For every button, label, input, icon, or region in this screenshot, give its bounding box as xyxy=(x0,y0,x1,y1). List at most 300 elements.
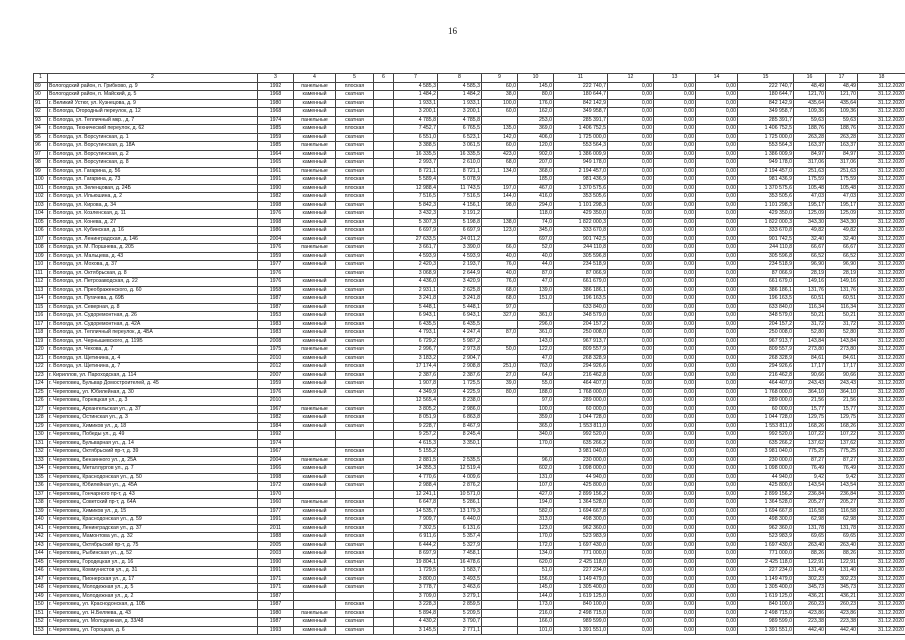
table-cell: г. Череповец, Юбилейная ул., д. 45А xyxy=(48,482,258,491)
table-cell: 32,40 xyxy=(826,235,858,244)
table-cell: 0,00 xyxy=(654,184,696,193)
column-number: 10 xyxy=(518,74,554,83)
table-cell: г. Череповец, Бензинного ул., д. 25А xyxy=(48,456,258,465)
table-row xyxy=(34,567,905,576)
table-cell: 68,0 xyxy=(482,295,518,304)
table-cell: 1965 xyxy=(258,159,294,168)
table-cell: г. Череповец, Победы ул., д. 49 xyxy=(48,431,258,440)
table-cell: скатная xyxy=(336,584,374,593)
table-cell: 31.12.2020 xyxy=(858,269,905,278)
table-cell: каменный xyxy=(294,320,336,329)
table-cell xyxy=(374,473,394,482)
table-cell: каменный xyxy=(294,150,336,159)
table-cell: 1991 xyxy=(258,516,294,525)
table-cell: 1993 xyxy=(258,626,294,635)
table-cell: 3 493,5 xyxy=(438,575,482,584)
table-cell: 0,00 xyxy=(696,312,738,321)
table-cell xyxy=(482,592,518,601)
table-cell xyxy=(374,142,394,151)
table-cell: 95 xyxy=(34,133,48,142)
table-cell: 87 066,9 xyxy=(738,269,794,278)
table-cell: 0,00 xyxy=(608,320,654,329)
table-cell: 137,62 xyxy=(794,439,826,448)
table-cell: г. Великий Устюг, ул. Кузнецова, д. 9 xyxy=(48,99,258,108)
table-cell: 243,43 xyxy=(826,380,858,389)
table-cell: 1 484,2 xyxy=(394,91,438,100)
table-cell: 0,00 xyxy=(696,516,738,525)
table-cell: 168,26 xyxy=(826,422,858,431)
table-cell: 0,00 xyxy=(608,524,654,533)
table-cell: каменный xyxy=(294,422,336,431)
column-number: 4 xyxy=(294,74,336,83)
table-cell: 0,00 xyxy=(654,218,696,227)
table-cell: 0,00 xyxy=(696,167,738,176)
table-cell: 69,65 xyxy=(794,533,826,542)
table-cell: 47,0 xyxy=(518,278,554,287)
table-cell: 0,00 xyxy=(608,346,654,355)
table-cell: 31.12.2020 xyxy=(858,244,905,253)
table-cell xyxy=(482,601,518,610)
table-cell: 175,59 xyxy=(826,176,858,185)
table-cell: каменный xyxy=(294,125,336,134)
table-cell: 31.12.2020 xyxy=(858,609,905,618)
table-cell: 2 876,2 xyxy=(438,482,482,491)
table-cell: 7 302,5 xyxy=(394,524,438,533)
table-cell: 340,0 xyxy=(518,431,554,440)
table-cell: каменный xyxy=(294,575,336,584)
table-cell: 0,00 xyxy=(608,269,654,278)
table-cell: 0,00 xyxy=(608,354,654,363)
table-cell: 3 388,5 xyxy=(394,142,438,151)
table-cell: скатная xyxy=(336,252,374,261)
table-cell: 60 000,0 xyxy=(738,405,794,414)
table-cell: 0,00 xyxy=(654,312,696,321)
table-cell: 1 101 298,3 xyxy=(554,201,608,210)
table-cell: г. Вологда, Огородный переулок, д. 12 xyxy=(48,108,258,117)
table-cell: 176,0 xyxy=(518,99,554,108)
table-cell: 345,73 xyxy=(794,584,826,593)
table-cell: 0,00 xyxy=(608,244,654,253)
table-row xyxy=(34,193,905,202)
table-cell: 3 200,1 xyxy=(438,108,482,117)
table-cell: каменный xyxy=(294,235,336,244)
table-row xyxy=(34,312,905,321)
table-cell: 138,0 xyxy=(482,218,518,227)
table-cell: каменный xyxy=(294,218,336,227)
table-row xyxy=(34,516,905,525)
table-cell: 0,00 xyxy=(608,133,654,142)
table-cell: 464 407,0 xyxy=(738,380,794,389)
table-cell: 31.12.2020 xyxy=(858,388,905,397)
table-cell: 2007 xyxy=(258,371,294,380)
table-cell: 0,00 xyxy=(696,405,738,414)
table-row xyxy=(34,397,905,406)
table-cell: 902,0 xyxy=(518,150,554,159)
table-cell: 0,00 xyxy=(696,414,738,423)
table-cell: 7 909,7 xyxy=(394,516,438,525)
table-cell: 12 988,4 xyxy=(394,184,438,193)
table-cell: 4 785,8 xyxy=(394,116,438,125)
table-cell: 9,42 xyxy=(794,473,826,482)
table-cell xyxy=(374,295,394,304)
table-cell: 243,43 xyxy=(794,380,826,389)
table-cell: 31.12.2020 xyxy=(858,550,905,559)
table-cell: 140 xyxy=(34,516,48,525)
table-cell: 7 516,5 xyxy=(394,193,438,202)
table-cell: 84,97 xyxy=(826,150,858,159)
table-cell: г. Вологда, ул. Октябрьская, д. 8 xyxy=(48,269,258,278)
table-cell: 0,00 xyxy=(696,533,738,542)
table-cell: 188,76 xyxy=(794,125,826,134)
table-cell: каменный xyxy=(294,550,336,559)
table-cell: 0,00 xyxy=(696,218,738,227)
table-cell: 0,00 xyxy=(696,184,738,193)
table-cell: плоская xyxy=(336,516,374,525)
table-cell: 138 xyxy=(34,499,48,508)
table-cell: 55,0 xyxy=(518,380,554,389)
table-cell: г. Череповец, ул. Гороцкая, д. 6 xyxy=(48,626,258,635)
table-cell: г. Череповец, Химиков ул., д. 15 xyxy=(48,507,258,516)
table-cell: 129 xyxy=(34,422,48,431)
table-cell: 80,0 xyxy=(518,91,554,100)
table-cell: 31.12.2020 xyxy=(858,91,905,100)
table-cell: 153 xyxy=(34,626,48,635)
table-cell: 68,0 xyxy=(482,286,518,295)
table-cell: г. Вологда, ул. Зеленцовая, д. 24Б xyxy=(48,184,258,193)
table-cell: 122 xyxy=(34,363,48,372)
table-cell: 230 000,0 xyxy=(738,456,794,465)
table-cell: 0,00 xyxy=(696,295,738,304)
table-row xyxy=(34,456,905,465)
table-cell: 0,00 xyxy=(696,584,738,593)
table-cell: 6 435,5 xyxy=(438,320,482,329)
table-cell: 44,0 xyxy=(518,261,554,270)
table-cell: 1959 xyxy=(258,252,294,261)
table-cell: 76,49 xyxy=(794,465,826,474)
table-cell: 0,00 xyxy=(696,609,738,618)
table-cell xyxy=(374,541,394,550)
table-cell: 136 xyxy=(34,482,48,491)
table-cell: 0,00 xyxy=(654,371,696,380)
table-cell: 305 596,8 xyxy=(738,252,794,261)
table-cell: 0,00 xyxy=(654,567,696,576)
table-cell: 0,00 xyxy=(608,439,654,448)
table-cell xyxy=(482,541,518,550)
table-cell: 0,00 xyxy=(654,456,696,465)
table-cell: 0,00 xyxy=(696,575,738,584)
table-cell: 12 519,4 xyxy=(438,465,482,474)
table-cell: 121,70 xyxy=(794,91,826,100)
table-cell: 80,0 xyxy=(482,388,518,397)
table-cell: 0,00 xyxy=(654,125,696,134)
table-cell: 188,76 xyxy=(826,125,858,134)
table-cell: 2 881,5 xyxy=(394,456,438,465)
table-cell xyxy=(374,312,394,321)
table-cell: г. Вологда, ул. Гагарина, д. 73 xyxy=(48,176,258,185)
table-cell xyxy=(374,159,394,168)
table-cell: 144,0 xyxy=(518,592,554,601)
table-cell: 38,0 xyxy=(482,91,518,100)
table-cell: 1998 xyxy=(258,201,294,210)
table-cell: 0,00 xyxy=(608,312,654,321)
table-cell: 0,00 xyxy=(608,159,654,168)
table-cell: 343,30 xyxy=(794,218,826,227)
table-cell: 96,90 xyxy=(794,261,826,270)
table-cell: 196 163,5 xyxy=(738,295,794,304)
table-row xyxy=(34,533,905,542)
table-row xyxy=(34,99,905,108)
table-cell: 5 198,8 xyxy=(438,218,482,227)
table-cell: 1 933,1 xyxy=(438,99,482,108)
column-number: 12 xyxy=(608,74,654,83)
column-number: 7 xyxy=(394,74,438,83)
table-cell: 1986 xyxy=(258,227,294,236)
table-cell: 0,00 xyxy=(608,286,654,295)
table-cell xyxy=(374,601,394,610)
table-cell: г. Вологда, ул. Ворсугинская, д. 1 xyxy=(48,133,258,142)
table-cell: 0,00 xyxy=(654,431,696,440)
table-cell: 8 721,1 xyxy=(438,167,482,176)
table-cell xyxy=(374,371,394,380)
table-cell: 109,36 xyxy=(794,108,826,117)
table-cell: каменный xyxy=(294,91,336,100)
table-cell: 1 822 000,3 xyxy=(554,218,608,227)
table-cell xyxy=(294,269,336,278)
table-cell: 7 458,1 xyxy=(438,550,482,559)
table-cell: 0,00 xyxy=(696,524,738,533)
table-cell: 32,40 xyxy=(794,235,826,244)
table-cell: 90,66 xyxy=(794,371,826,380)
table-cell: 5 078,9 xyxy=(438,176,482,185)
table-cell: 1953 xyxy=(258,312,294,321)
table-cell: 3 200,1 xyxy=(394,108,438,117)
table-cell: г. Кириллов, ул. Пароходская, д. 114 xyxy=(48,371,258,380)
table-cell: 88,26 xyxy=(826,550,858,559)
table-cell: 39,0 xyxy=(482,380,518,389)
table-cell: 1 391 551,0 xyxy=(738,626,794,635)
table-cell: скатная xyxy=(336,99,374,108)
table-cell: 1968 xyxy=(258,91,294,100)
table-cell: 102 xyxy=(34,193,48,202)
table-cell: 173,0 xyxy=(518,601,554,610)
table-cell xyxy=(336,490,374,499)
table-cell: 0,00 xyxy=(654,592,696,601)
table-cell: 69,65 xyxy=(826,533,858,542)
table-cell xyxy=(482,431,518,440)
table-cell: 2 931,1 xyxy=(394,286,438,295)
table-cell: 901 742,5 xyxy=(554,235,608,244)
table-cell: 0,00 xyxy=(608,99,654,108)
table-cell: 0,00 xyxy=(654,176,696,185)
table-cell: 40,0 xyxy=(482,252,518,261)
table-row xyxy=(34,125,905,134)
table-cell: 442,40 xyxy=(826,626,858,635)
table-cell: 349 958,7 xyxy=(738,108,794,117)
table-cell: 11 743,5 xyxy=(438,184,482,193)
table-cell: 151 xyxy=(34,609,48,618)
table-cell xyxy=(294,439,336,448)
table-cell: 1988 xyxy=(258,533,294,542)
table-cell: скатная xyxy=(336,422,374,431)
table-cell: 100 xyxy=(34,176,48,185)
table-cell: 364,10 xyxy=(794,388,826,397)
table-cell: 0,00 xyxy=(654,380,696,389)
table-cell: 697,0 xyxy=(518,235,554,244)
table-cell: 5 357,4 xyxy=(438,533,482,542)
table-cell: 123,0 xyxy=(518,524,554,533)
table-cell: 5 448,1 xyxy=(394,303,438,312)
table-cell xyxy=(482,320,518,329)
table-cell: 333 670,8 xyxy=(554,227,608,236)
table-cell xyxy=(374,465,394,474)
table-cell: 1991 xyxy=(258,176,294,185)
table-cell xyxy=(374,439,394,448)
table-cell: 2 996,7 xyxy=(394,346,438,355)
table-cell: 1 305 400,0 xyxy=(738,584,794,593)
table-cell: 66,0 xyxy=(482,244,518,253)
table-cell: 244 110,8 xyxy=(738,244,794,253)
table-cell: 47,03 xyxy=(794,193,826,202)
table-cell: 131 xyxy=(34,439,48,448)
table-cell: 129,75 xyxy=(826,414,858,423)
column-number: 6 xyxy=(374,74,394,83)
table-cell: 44 940,0 xyxy=(554,473,608,482)
table-cell: 0,00 xyxy=(696,252,738,261)
table-cell: 6 551,0 xyxy=(394,133,438,142)
table-cell: 0,00 xyxy=(608,490,654,499)
table-cell: скатная xyxy=(336,210,374,219)
table-cell: 273,80 xyxy=(826,346,858,355)
table-cell xyxy=(374,184,394,193)
table-cell xyxy=(374,108,394,117)
table-cell: 31.12.2020 xyxy=(858,431,905,440)
table-cell: 146 xyxy=(34,567,48,576)
table-row xyxy=(34,150,905,159)
table-cell xyxy=(482,499,518,508)
table-cell: 0,00 xyxy=(608,371,654,380)
table-cell: 0,00 xyxy=(654,329,696,338)
table-cell: 0,00 xyxy=(608,363,654,372)
table-cell: 90,66 xyxy=(826,371,858,380)
table-cell: 5 589,4 xyxy=(394,176,438,185)
table-cell xyxy=(374,227,394,236)
table-cell xyxy=(294,397,336,406)
table-cell: г. Череповец, Городецкая ул., д. 16 xyxy=(48,558,258,567)
table-cell: 31.12.2020 xyxy=(858,125,905,134)
table-cell: 1972 xyxy=(258,482,294,491)
table-cell: 0,00 xyxy=(696,108,738,117)
column-number: 5 xyxy=(336,74,374,83)
table-cell xyxy=(374,448,394,457)
table-cell: г. Череповец, Бульварная ул., д. 14 xyxy=(48,439,258,448)
table-cell: 114 xyxy=(34,295,48,304)
table-cell: 31.12.2020 xyxy=(858,312,905,321)
table-cell: 0,00 xyxy=(654,541,696,550)
table-cell: 148 xyxy=(34,584,48,593)
table-cell: 317,06 xyxy=(826,159,858,168)
table-cell: 107,0 xyxy=(518,482,554,491)
table-cell: 0,00 xyxy=(696,431,738,440)
table-cell: каменный xyxy=(294,278,336,287)
table-cell xyxy=(374,499,394,508)
table-cell: скатная xyxy=(336,108,374,117)
table-cell: 1975 xyxy=(258,346,294,355)
table-cell: 0,00 xyxy=(654,354,696,363)
table-cell: 0,00 xyxy=(608,516,654,525)
table-cell: 21,56 xyxy=(826,397,858,406)
table-cell: 1 149 479,0 xyxy=(554,575,608,584)
table-cell: плоская xyxy=(336,550,374,559)
table-row xyxy=(34,210,905,219)
table-cell: 135,0 xyxy=(482,125,518,134)
table-cell: 142,0 xyxy=(482,133,518,142)
table-cell: 2 993,7 xyxy=(394,159,438,168)
table-cell: 2 193,7 xyxy=(438,261,482,270)
table-cell: 1 619 125,0 xyxy=(554,592,608,601)
table-cell: 2008 xyxy=(258,337,294,346)
table-cell xyxy=(374,490,394,499)
table-cell: 1 725,5 xyxy=(438,380,482,389)
table-cell: 4 225,9 xyxy=(438,388,482,397)
table-cell: каменный xyxy=(294,176,336,185)
table-cell: 0,00 xyxy=(696,133,738,142)
table-row xyxy=(34,227,905,236)
table-cell: 3 241,8 xyxy=(394,295,438,304)
table-cell: скатная xyxy=(336,150,374,159)
table-cell: 553 564,3 xyxy=(738,142,794,151)
table-cell: 523 983,9 xyxy=(738,533,794,542)
table-cell: 31.12.2020 xyxy=(858,303,905,312)
table-cell: 5 987,2 xyxy=(438,337,482,346)
table-cell: 47,0 xyxy=(518,354,554,363)
table-row xyxy=(34,354,905,363)
table-cell: 2 425 118,0 xyxy=(554,558,608,567)
table-cell: 8 238,0 xyxy=(438,397,482,406)
table-cell xyxy=(374,210,394,219)
table-cell: 170,0 xyxy=(518,439,554,448)
table-cell: 0,00 xyxy=(608,456,654,465)
table-cell: 88,26 xyxy=(794,550,826,559)
table-cell: 0,00 xyxy=(608,176,654,185)
table-cell: 0,00 xyxy=(696,499,738,508)
table-cell: 6 863,8 xyxy=(438,414,482,423)
table-cell: 5 842,3 xyxy=(394,201,438,210)
table-cell: 5 894,8 xyxy=(394,609,438,618)
table-cell: 3 981 040,0 xyxy=(738,448,794,457)
table-cell: 91 xyxy=(34,99,48,108)
table-cell: скатная xyxy=(336,558,374,567)
table-cell: 116,58 xyxy=(826,507,858,516)
table-cell: 0,00 xyxy=(696,482,738,491)
table-cell: 96,0 xyxy=(518,456,554,465)
table-cell: 49,82 xyxy=(794,227,826,236)
table-cell: 48,49 xyxy=(826,82,858,91)
table-cell: 0,00 xyxy=(654,516,696,525)
table-cell: г. Череповец, Рыбинская ул., д. 52 xyxy=(48,550,258,559)
table-cell: плоская xyxy=(336,303,374,312)
table-cell: 2010 xyxy=(258,354,294,363)
table-cell: 251,63 xyxy=(826,167,858,176)
table-cell: 2 973,8 xyxy=(438,346,482,355)
table-row xyxy=(34,295,905,304)
table-cell: 1976 xyxy=(258,388,294,397)
table-cell: 3 145,5 xyxy=(394,626,438,635)
table-cell: 1959 xyxy=(258,133,294,142)
table-cell: 2 387,6 xyxy=(438,371,482,380)
table-cell: г. Вологда, ул. Козленская, д. 11 xyxy=(48,210,258,219)
table-cell xyxy=(374,516,394,525)
table-cell xyxy=(482,482,518,491)
